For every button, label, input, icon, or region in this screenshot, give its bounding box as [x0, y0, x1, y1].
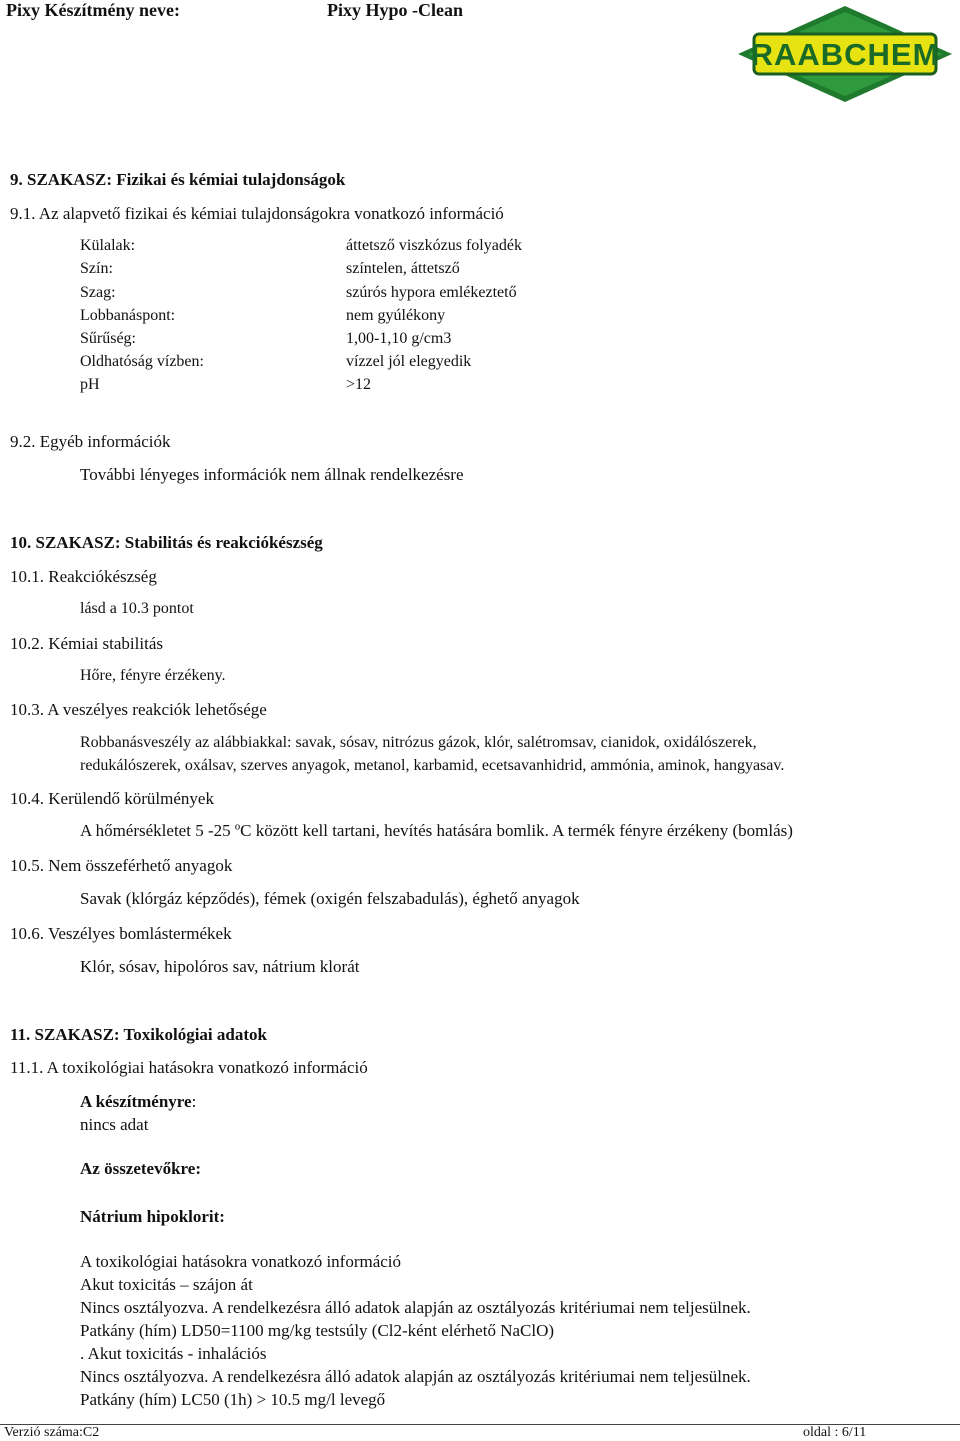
tox-line: Patkány (hím) LD50=1100 mg/kg testsúly (Cl2-ként elérhető NaClO)	[80, 1321, 555, 1340]
prop-label: Szag:	[80, 284, 116, 301]
logo-text: RAABCHEM	[750, 37, 940, 72]
section-10-3-text-line2: redukálószerek, oxálsav, szerves anyagok, metanol, karbamid, ecetsavanhidrid, ammónia, aminok, hangyasav.	[80, 757, 785, 774]
tox-line: Nincs osztályozva. A rendelkezésra álló adatok alapján az osztályozás kritériumai nem teljesülnek.	[80, 1298, 751, 1317]
product-heading	[80, 1092, 196, 1112]
section-10-6-heading: 10.6. Veszélyes bomlástermékek	[10, 924, 232, 943]
section-11-title: 11. SZAKASZ: Toxikológiai adatok	[10, 1025, 267, 1044]
section-10-title: 10. SZAKASZ: Stabilitás és reakciókészség	[10, 533, 323, 552]
prop-value: szúrós hypora emlékeztető	[346, 284, 517, 301]
tox-line: Akut toxicitás – szájon át	[80, 1275, 253, 1294]
section-10-5-heading: 10.5. Nem összeférhető anyagok	[10, 856, 233, 875]
tox-line: . Akut toxicitás - inhalációs	[80, 1344, 267, 1363]
header-product-label: Pixy Készítmény neve:	[6, 0, 180, 20]
section-10-4-heading: 10.4. Kerülendő körülmények	[10, 789, 214, 808]
section-9-1-heading: 9.1. Az alapvető fizikai és kémiai tulajdonságokra vonatkozó információ	[10, 204, 504, 223]
footer-page-number: oldal : 6/11	[803, 1425, 867, 1440]
prop-value: színtelen, áttetsző	[346, 260, 460, 277]
section-10-6-text: Klór, sósav, hipolóros sav, nátrium klorát	[80, 957, 360, 976]
product-heading-label: A készítményre	[80, 1092, 192, 1111]
prop-value: 1,00-1,10 g/cm3	[346, 330, 452, 347]
section-10-4-text: A hőmérsékletet 5 -25 ºC között kell tartani, hevítés hatására bomlik. A termék fényre érzékeny (bomlás)	[80, 821, 793, 840]
section-10-3-text-line1: Robbanásveszély az alábbiakkal: savak, sósav, nitrózus gázok, klór, salétromsav, cianidok, oxidálószerek,	[80, 734, 757, 751]
footer-version: Verzió száma:C2	[4, 1425, 100, 1440]
prop-value: nem gyúlékony	[346, 307, 446, 324]
section-10-1-heading: 10.1. Reakciókészség	[10, 567, 157, 586]
prop-label: Sűrűség:	[80, 330, 136, 347]
section-9-title: 9. SZAKASZ: Fizikai és kémiai tulajdonságok	[10, 170, 346, 189]
section-9-2-heading: 9.2. Egyéb információk	[10, 432, 171, 451]
prop-label: Lobbanáspont:	[80, 307, 176, 324]
prop-label: Külalak:	[80, 237, 136, 254]
prop-value: vízzel jól elegyedik	[346, 353, 472, 370]
product-text: nincs adat	[80, 1115, 149, 1134]
tox-line: A toxikológiai hatásokra vonatkozó információ	[80, 1252, 402, 1271]
tox-line: Patkány (hím) LC50 (1h) > 10.5 mg/l levegő	[80, 1390, 386, 1409]
header-product-name: Pixy Hypo -Clean	[327, 0, 464, 20]
tox-line: Nincs osztályozva. A rendelkezésra álló adatok alapján az osztályozás kritériumai nem teljesülnek.	[80, 1367, 751, 1386]
components-heading: Az összetevőkre:	[80, 1159, 202, 1178]
section-9-2-text: További lényeges információk nem állnak rendelkezésre	[80, 465, 464, 484]
section-10-3-heading: 10.3. A veszélyes reakciók lehetősége	[10, 700, 267, 719]
section-10-1-text: lásd a 10.3 pontot	[80, 600, 194, 617]
section-10-2-text: Hőre, fényre érzékeny.	[80, 667, 226, 684]
product-heading-colon: :	[191, 1092, 197, 1111]
substance-heading: Nátrium hipoklorit:	[80, 1207, 225, 1226]
section-10-2-heading: 10.2. Kémiai stabilitás	[10, 634, 163, 653]
prop-value: áttetsző viszkózus folyadék	[346, 237, 522, 254]
prop-label: Oldhatóság vízben:	[80, 353, 204, 370]
raabchem-logo	[734, 4, 956, 104]
section-10-5-text: Savak (klórgáz képződés), fémek (oxigén felszabadulás), éghető anyagok	[80, 889, 580, 908]
prop-label: pH	[80, 376, 100, 393]
prop-label: Szín:	[80, 260, 113, 277]
section-11-1-heading: 11.1. A toxikológiai hatásokra vonatkozó információ	[10, 1058, 368, 1077]
prop-value: >12	[346, 376, 372, 393]
